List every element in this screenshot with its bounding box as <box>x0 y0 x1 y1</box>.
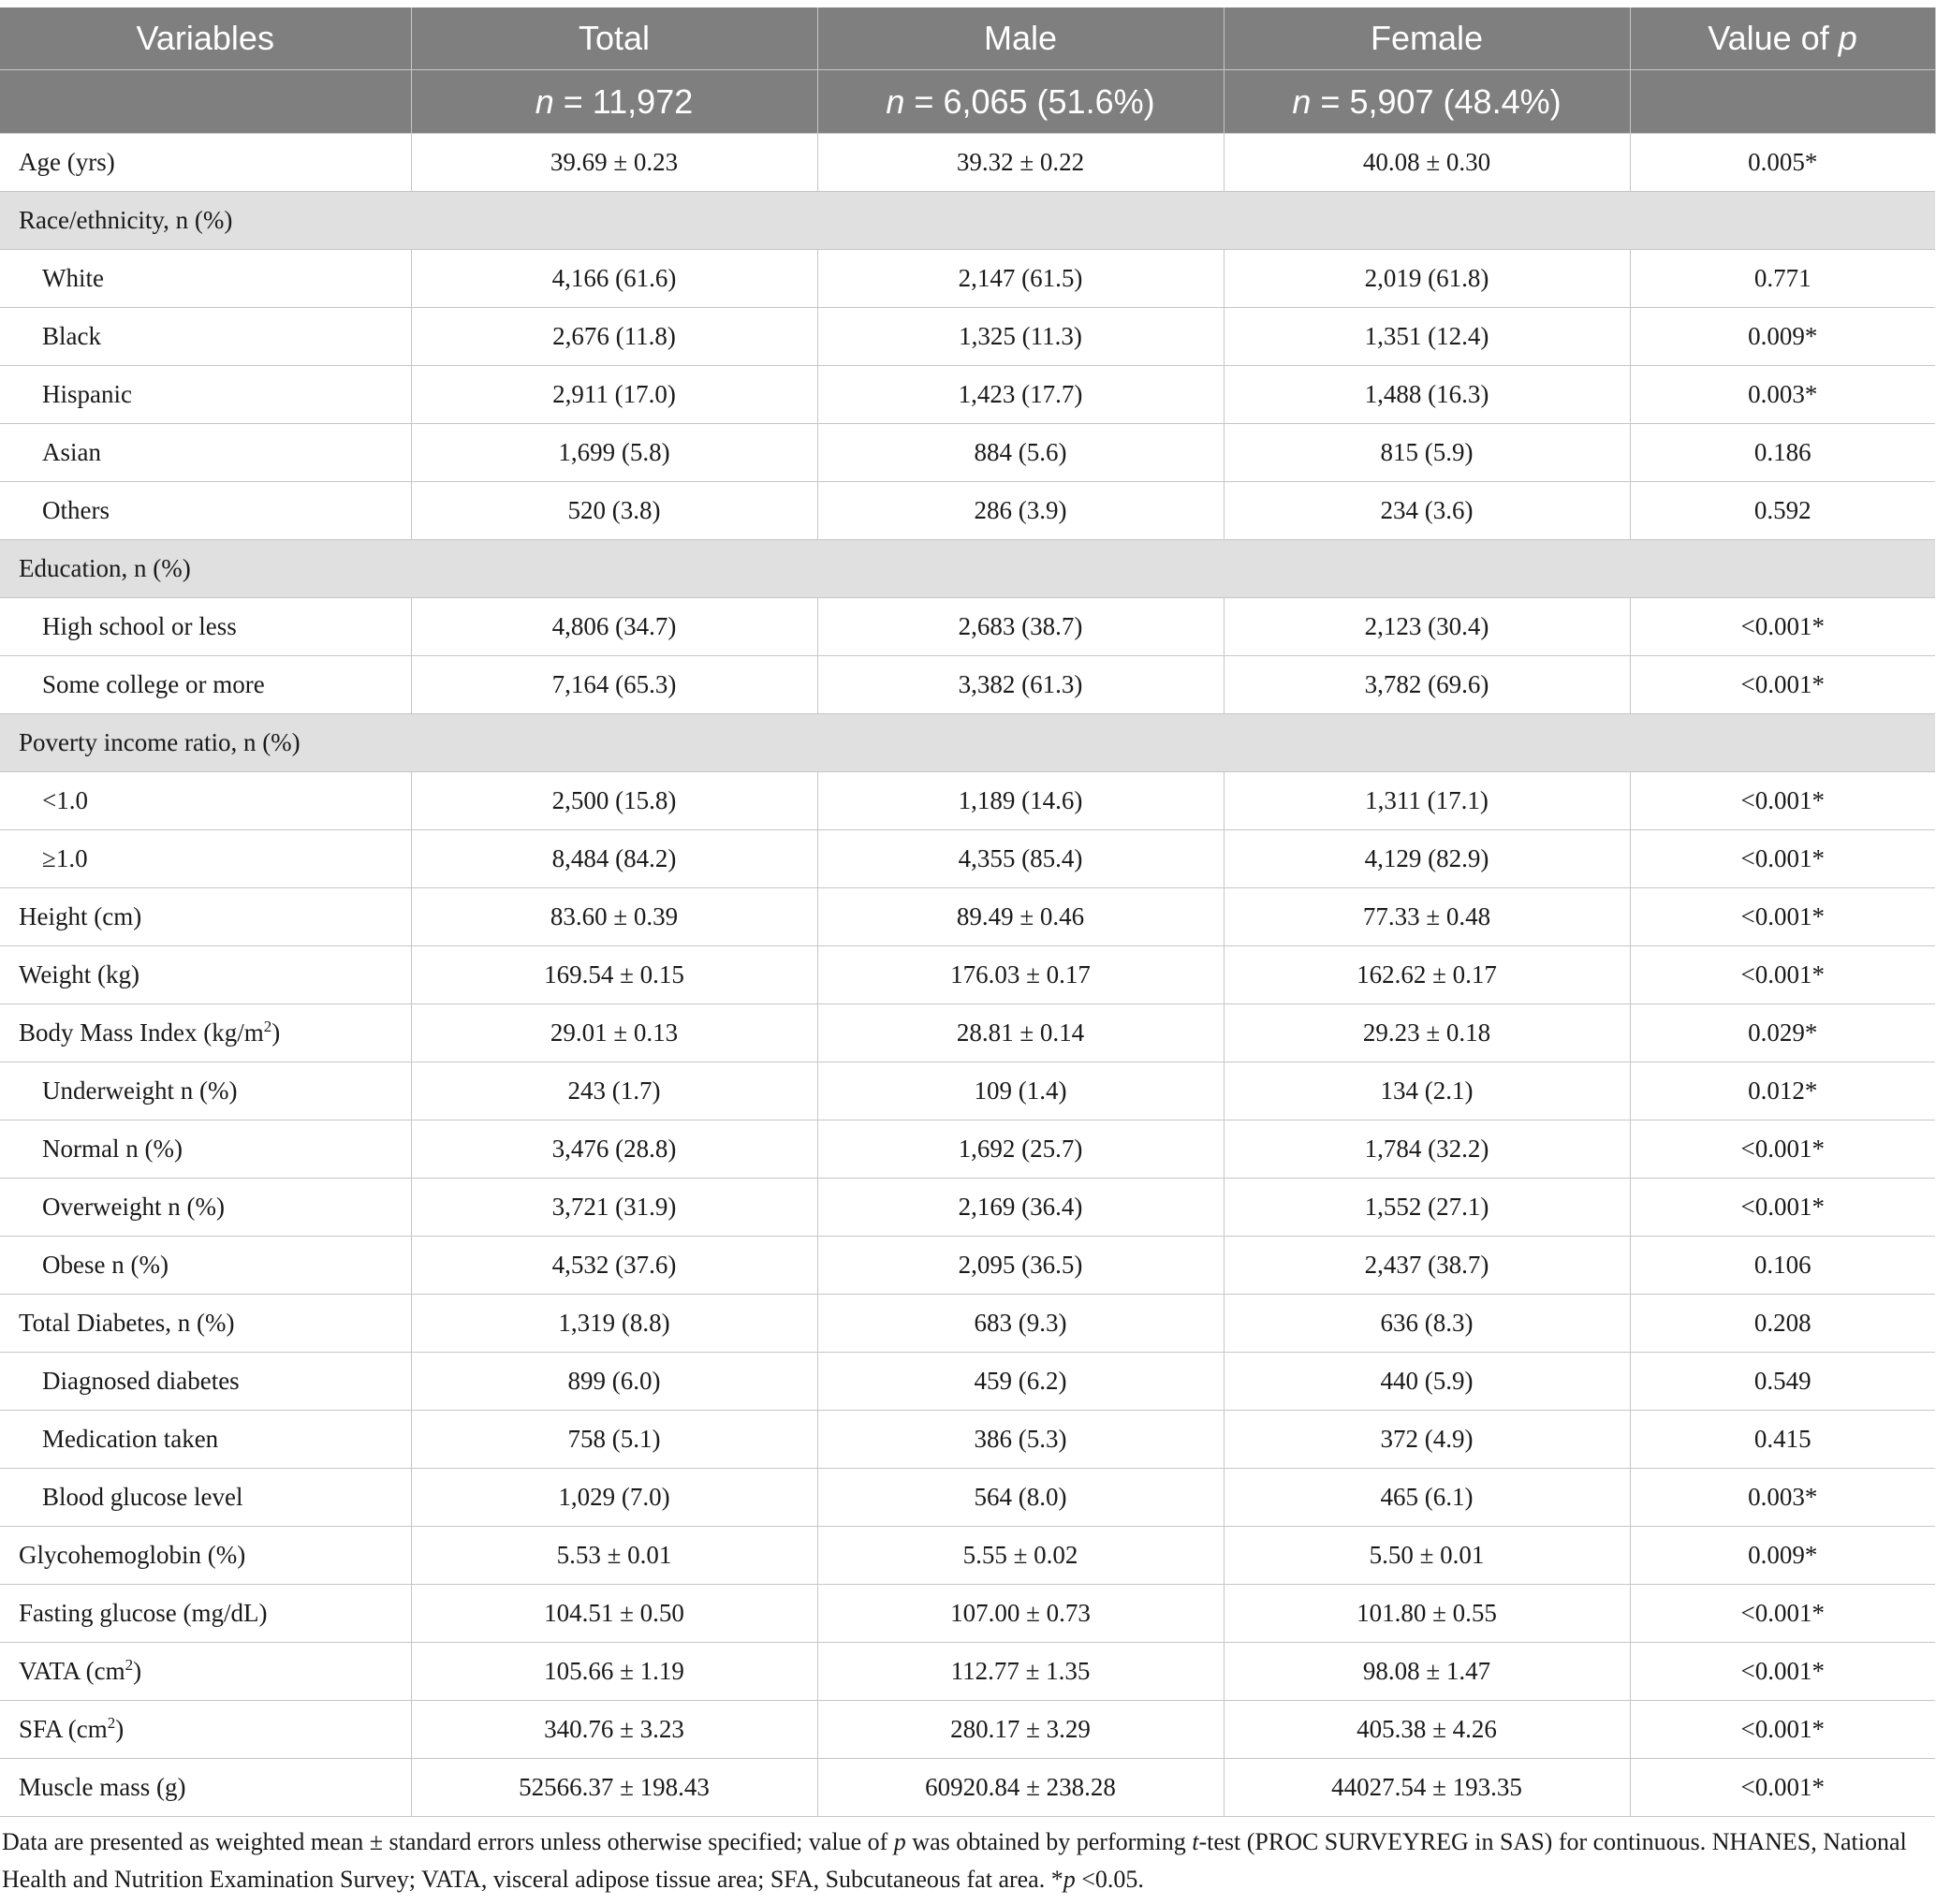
cell-p-value: 0.009* <box>1630 308 1935 366</box>
table-row <box>0 888 1935 946</box>
cell-total: 340.76 ± 3.23 <box>411 1701 817 1759</box>
n-value: = 5,907 (48.4%) <box>1311 81 1562 121</box>
table-row <box>0 482 1935 540</box>
section-label: Race/ethnicity, n (%) <box>0 192 1935 250</box>
cell-female: 5.50 ± 0.01 <box>1224 1527 1630 1585</box>
cell-p-value: 0.003* <box>1630 366 1935 424</box>
section-label: Poverty income ratio, n (%) <box>0 714 1935 772</box>
cell-male: 1,189 (14.6) <box>817 772 1224 830</box>
cell-total: 52566.37 ± 198.43 <box>411 1759 817 1817</box>
row-label: Fasting glucose (mg/dL) <box>0 1585 411 1643</box>
cell-male: 60920.84 ± 238.28 <box>817 1759 1224 1817</box>
label-text: SFA (cm <box>19 1715 108 1743</box>
table-row <box>0 1004 1935 1062</box>
cell-p-value: 0.771 <box>1630 250 1935 308</box>
cell-total: 83.60 ± 0.39 <box>411 888 817 946</box>
cell-male: 2,169 (36.4) <box>817 1179 1224 1237</box>
row-label: Medication taken <box>0 1411 411 1469</box>
cell-p-value: 0.549 <box>1630 1353 1935 1411</box>
cell-total: 1,319 (8.8) <box>411 1295 817 1353</box>
cell-p-value: 0.012* <box>1630 1062 1935 1120</box>
cell-p-value: <0.001* <box>1630 1759 1935 1817</box>
row-label: Asian <box>0 424 411 482</box>
section-label: Education, n (%) <box>0 540 1935 598</box>
cell-total: 1,699 (5.8) <box>411 424 817 482</box>
cell-total: 520 (3.8) <box>411 482 817 540</box>
cell-male: 564 (8.0) <box>817 1469 1224 1527</box>
row-label: Normal n (%) <box>0 1120 411 1179</box>
table-row <box>0 946 1935 1004</box>
row-label: White <box>0 250 411 308</box>
row-label: Glycohemoglobin (%) <box>0 1527 411 1585</box>
cell-p-value: 0.415 <box>1630 1411 1935 1469</box>
cell-female: 134 (2.1) <box>1224 1062 1630 1120</box>
footnote-text: -test (PROC SURVEYREG in SAS) for continuous. NHANES, National Health and Nutrition Examination Survey; VATA, visceral adipose tissue area; SFA, Subcutaneous fat area. * <box>2 1828 1907 1893</box>
cell-male: 109 (1.4) <box>817 1062 1224 1120</box>
table-row <box>0 1643 1935 1701</box>
cell-female: 44027.54 ± 193.35 <box>1224 1759 1630 1817</box>
table-row <box>0 250 1935 308</box>
header-row <box>0 7 1935 70</box>
cell-total: 899 (6.0) <box>411 1353 817 1411</box>
cell-p-value: <0.001* <box>1630 830 1935 888</box>
cell-total: 4,532 (37.6) <box>411 1237 817 1295</box>
label-text: Body Mass Index (kg/m <box>19 1018 264 1047</box>
table-row <box>0 656 1935 714</box>
cell-female: 2,123 (30.4) <box>1224 598 1630 656</box>
cell-p-value: <0.001* <box>1630 888 1935 946</box>
footnote-text: <0.05. <box>1075 1866 1144 1893</box>
cell-male: 280.17 ± 3.29 <box>817 1701 1224 1759</box>
cell-total: 39.69 ± 0.23 <box>411 134 817 192</box>
row-label: Hispanic <box>0 366 411 424</box>
table-footnote <box>2 1823 1912 1898</box>
table-row <box>0 1237 1935 1295</box>
cell-male: 2,095 (36.5) <box>817 1237 1224 1295</box>
cell-male: 107.00 ± 0.73 <box>817 1585 1224 1643</box>
header-female: Female <box>1224 7 1630 70</box>
baseline-characteristics-table <box>0 7 1936 1817</box>
sample-size-p-blank <box>1630 70 1935 134</box>
cell-female: 29.23 ± 0.18 <box>1224 1004 1630 1062</box>
row-label: Obese n (%) <box>0 1237 411 1295</box>
row-label: Muscle mass (g) <box>0 1759 411 1817</box>
label-text: VATA (cm <box>19 1657 125 1685</box>
cell-female: 98.08 ± 1.47 <box>1224 1643 1630 1701</box>
row-label: ≥1.0 <box>0 830 411 888</box>
cell-female: 1,488 (16.3) <box>1224 366 1630 424</box>
table-row <box>0 1411 1935 1469</box>
footnote-t-symbol: t <box>1192 1828 1199 1855</box>
cell-female: 636 (8.3) <box>1224 1295 1630 1353</box>
cell-p-value: 0.186 <box>1630 424 1935 482</box>
row-label: Others <box>0 482 411 540</box>
row-label: Total Diabetes, n (%) <box>0 1295 411 1353</box>
table-row <box>0 1585 1935 1643</box>
cell-p-value: 0.005* <box>1630 134 1935 192</box>
table-row <box>0 1120 1935 1179</box>
cell-male: 1,423 (17.7) <box>817 366 1224 424</box>
cell-total: 2,676 (11.8) <box>411 308 817 366</box>
cell-female: 77.33 ± 0.48 <box>1224 888 1630 946</box>
table-row <box>0 1062 1935 1120</box>
cell-male: 386 (5.3) <box>817 1411 1224 1469</box>
cell-male: 1,325 (11.3) <box>817 308 1224 366</box>
cell-p-value: <0.001* <box>1630 1701 1935 1759</box>
cell-female: 815 (5.9) <box>1224 424 1630 482</box>
table-row <box>0 1179 1935 1237</box>
table-row <box>0 308 1935 366</box>
cell-female: 1,351 (12.4) <box>1224 308 1630 366</box>
section-header-row <box>0 192 1935 250</box>
row-label: Overweight n (%) <box>0 1179 411 1237</box>
cell-p-value: <0.001* <box>1630 772 1935 830</box>
row-label: Blood glucose level <box>0 1469 411 1527</box>
n-symbol: n <box>1292 81 1312 121</box>
row-label: Height (cm) <box>0 888 411 946</box>
cell-total: 758 (5.1) <box>411 1411 817 1469</box>
cell-female: 40.08 ± 0.30 <box>1224 134 1630 192</box>
table-row <box>0 366 1935 424</box>
sample-size-male <box>817 70 1224 134</box>
cell-p-value: <0.001* <box>1630 1585 1935 1643</box>
cell-total: 4,166 (61.6) <box>411 250 817 308</box>
row-label: Underweight n (%) <box>0 1062 411 1120</box>
cell-p-value: 0.029* <box>1630 1004 1935 1062</box>
row-label <box>0 1643 411 1701</box>
sample-size-female <box>1224 70 1630 134</box>
cell-female: 440 (5.9) <box>1224 1353 1630 1411</box>
header-total: Total <box>411 7 817 70</box>
sample-size-row <box>0 70 1935 134</box>
footnote-p-symbol: p <box>893 1828 906 1855</box>
label-text: ) <box>115 1715 125 1743</box>
cell-male: 2,147 (61.5) <box>817 250 1224 308</box>
n-value: = 6,065 (51.6%) <box>904 81 1155 121</box>
label-superscript: 2 <box>263 1018 272 1035</box>
cell-male: 884 (5.6) <box>817 424 1224 482</box>
row-label: Some college or more <box>0 656 411 714</box>
cell-total: 7,164 (65.3) <box>411 656 817 714</box>
table-row <box>0 1701 1935 1759</box>
label-superscript: 2 <box>107 1714 116 1732</box>
cell-total: 169.54 ± 0.15 <box>411 946 817 1004</box>
sample-size-total <box>411 70 817 134</box>
cell-female: 2,019 (61.8) <box>1224 250 1630 308</box>
header-p-prefix: Value of <box>1708 19 1839 57</box>
cell-male: 3,382 (61.3) <box>817 656 1224 714</box>
section-header-row <box>0 540 1935 598</box>
table-body <box>0 134 1935 1817</box>
cell-total: 29.01 ± 0.13 <box>411 1004 817 1062</box>
table-row <box>0 1759 1935 1817</box>
n-symbol: n <box>535 81 554 121</box>
cell-male: 112.77 ± 1.35 <box>817 1643 1224 1701</box>
n-value: = 11,972 <box>553 81 694 121</box>
table-row <box>0 424 1935 482</box>
cell-female: 1,311 (17.1) <box>1224 772 1630 830</box>
cell-total: 8,484 (84.2) <box>411 830 817 888</box>
cell-total: 2,911 (17.0) <box>411 366 817 424</box>
cell-p-value: <0.001* <box>1630 598 1935 656</box>
cell-female: 162.62 ± 0.17 <box>1224 946 1630 1004</box>
table-row <box>0 1527 1935 1585</box>
label-text: ) <box>271 1018 281 1047</box>
cell-total: 104.51 ± 0.50 <box>411 1585 817 1643</box>
n-symbol: n <box>886 81 905 121</box>
row-label: Age (yrs) <box>0 134 411 192</box>
table-row <box>0 830 1935 888</box>
row-label <box>0 1701 411 1759</box>
header-variables: Variables <box>0 7 411 70</box>
section-header-row <box>0 714 1935 772</box>
cell-total: 105.66 ± 1.19 <box>411 1643 817 1701</box>
cell-male: 2,683 (38.7) <box>817 598 1224 656</box>
table-row <box>0 1353 1935 1411</box>
footnote-p-symbol: p <box>1063 1866 1076 1893</box>
cell-male: 5.55 ± 0.02 <box>817 1527 1224 1585</box>
footnote-text: Data are presented as weighted mean ± standard errors unless otherwise specified; value of <box>2 1828 894 1855</box>
row-label <box>0 1004 411 1062</box>
header-p-value <box>1630 7 1935 70</box>
table-row <box>0 1469 1935 1527</box>
cell-p-value: 0.009* <box>1630 1527 1935 1585</box>
cell-male: 28.81 ± 0.14 <box>817 1004 1224 1062</box>
cell-male: 286 (3.9) <box>817 482 1224 540</box>
cell-female: 101.80 ± 0.55 <box>1224 1585 1630 1643</box>
cell-male: 683 (9.3) <box>817 1295 1224 1353</box>
header-p-symbol: p <box>1838 19 1857 57</box>
cell-female: 465 (6.1) <box>1224 1469 1630 1527</box>
cell-total: 243 (1.7) <box>411 1062 817 1120</box>
cell-total: 1,029 (7.0) <box>411 1469 817 1527</box>
cell-p-value: 0.208 <box>1630 1295 1935 1353</box>
cell-female: 405.38 ± 4.26 <box>1224 1701 1630 1759</box>
cell-total: 5.53 ± 0.01 <box>411 1527 817 1585</box>
cell-p-value: 0.003* <box>1630 1469 1935 1527</box>
cell-male: 39.32 ± 0.22 <box>817 134 1224 192</box>
row-label: Weight (kg) <box>0 946 411 1004</box>
cell-p-value: <0.001* <box>1630 1643 1935 1701</box>
table-row <box>0 598 1935 656</box>
cell-total: 4,806 (34.7) <box>411 598 817 656</box>
cell-female: 234 (3.6) <box>1224 482 1630 540</box>
cell-p-value: 0.106 <box>1630 1237 1935 1295</box>
cell-p-value: 0.592 <box>1630 482 1935 540</box>
cell-female: 372 (4.9) <box>1224 1411 1630 1469</box>
cell-male: 4,355 (85.4) <box>817 830 1224 888</box>
cell-total: 3,476 (28.8) <box>411 1120 817 1179</box>
label-text: ) <box>133 1657 142 1685</box>
table-row <box>0 1295 1935 1353</box>
row-label: Diagnosed diabetes <box>0 1353 411 1411</box>
cell-female: 1,552 (27.1) <box>1224 1179 1630 1237</box>
header-male: Male <box>817 7 1224 70</box>
cell-total: 3,721 (31.9) <box>411 1179 817 1237</box>
table-row <box>0 772 1935 830</box>
row-label: <1.0 <box>0 772 411 830</box>
cell-male: 459 (6.2) <box>817 1353 1224 1411</box>
cell-p-value: <0.001* <box>1630 946 1935 1004</box>
cell-male: 176.03 ± 0.17 <box>817 946 1224 1004</box>
label-superscript: 2 <box>125 1656 134 1674</box>
cell-total: 2,500 (15.8) <box>411 772 817 830</box>
sample-size-blank <box>0 70 411 134</box>
cell-p-value: <0.001* <box>1630 1179 1935 1237</box>
table-row <box>0 134 1935 192</box>
cell-male: 1,692 (25.7) <box>817 1120 1224 1179</box>
row-label: Black <box>0 308 411 366</box>
cell-p-value: <0.001* <box>1630 1120 1935 1179</box>
footnote-text: was obtained by performing <box>905 1828 1193 1855</box>
cell-female: 4,129 (82.9) <box>1224 830 1630 888</box>
cell-female: 1,784 (32.2) <box>1224 1120 1630 1179</box>
cell-male: 89.49 ± 0.46 <box>817 888 1224 946</box>
cell-female: 2,437 (38.7) <box>1224 1237 1630 1295</box>
cell-p-value: <0.001* <box>1630 656 1935 714</box>
cell-female: 3,782 (69.6) <box>1224 656 1630 714</box>
row-label: High school or less <box>0 598 411 656</box>
table-header <box>0 7 1935 134</box>
